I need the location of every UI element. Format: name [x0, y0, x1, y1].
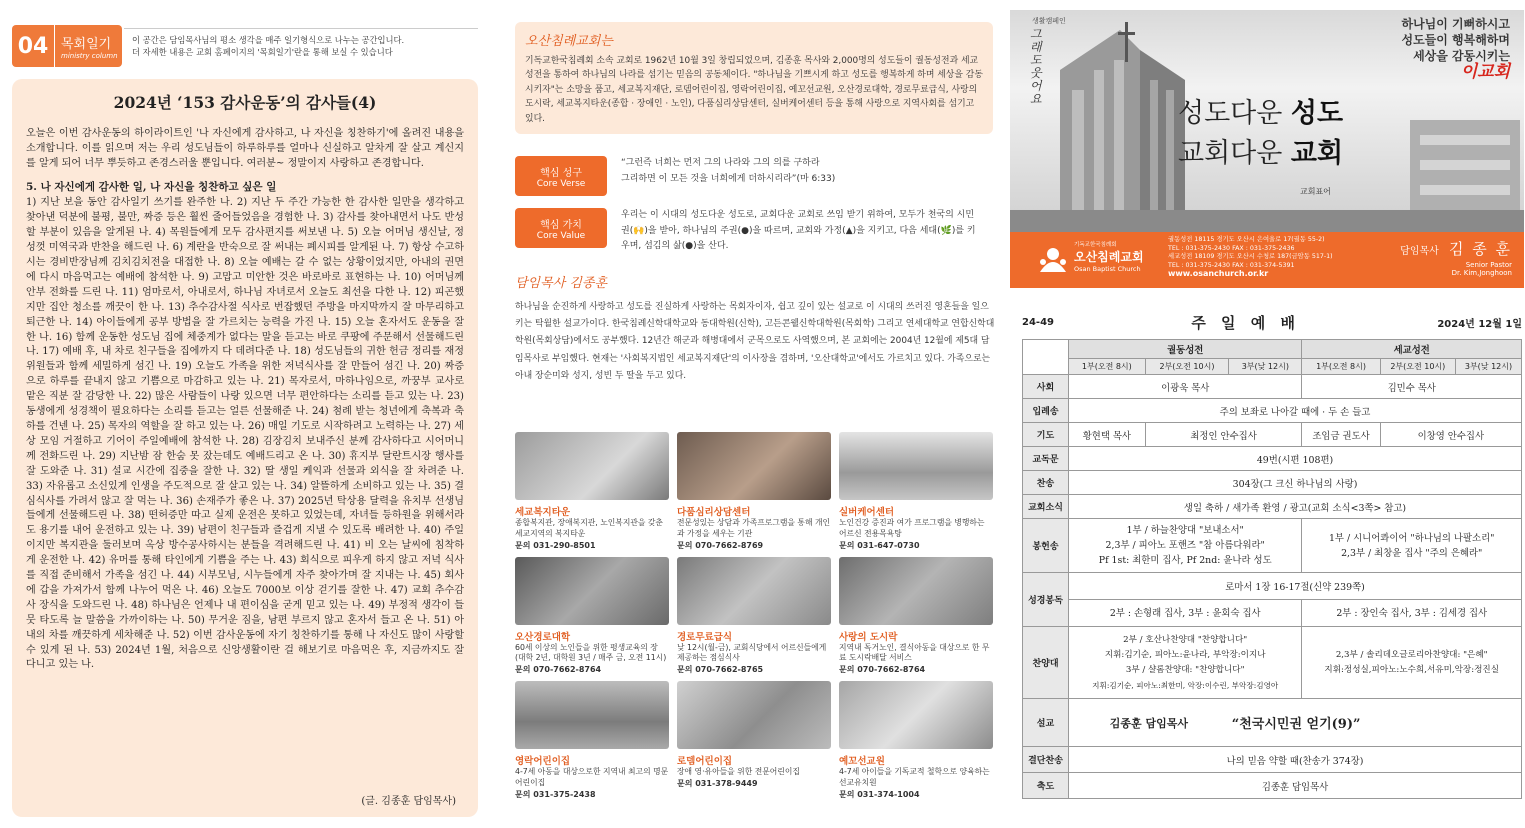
column-label-ko: 목회일기 [61, 36, 112, 52]
row-label: 찬송 [1023, 471, 1069, 495]
prayer-1: 황현택 목사 [1069, 423, 1146, 447]
session-label: 1부(오전 8시) [1302, 359, 1380, 375]
ministry-card [515, 432, 669, 551]
ministry-phone: 문의 031-375-2438 [515, 789, 596, 799]
column-label-en: ministry column [61, 51, 118, 60]
ministry-card [677, 432, 831, 551]
choir-1-line: 지휘:김기순, 피아노:윤나라, 부악장:이지나 [1104, 649, 1266, 660]
ministry-photo [515, 557, 669, 625]
cover-worship-page [1010, 0, 1525, 828]
core-verse-line1: “그런즉 너희는 먼저 그의 나라와 그의 의를 구하라 [621, 158, 820, 168]
church-name-block [1074, 240, 1144, 273]
row-label: 성경봉독 [1023, 573, 1069, 627]
worship-table [1022, 339, 1522, 799]
worship-date: 2024년 12월 1일 [1437, 319, 1522, 330]
article-intro: 오늘은 이번 감사운동의 하이라이트인 '나 자신에게 감사하고, 나 자신을 칭찬하기'에 올려진 내용을 소개합니다. 이를 읽으며 저는 우리 성도님들이 하루하루를 얼마나 신실하고 알차게 잘 살고 계신지를 알게 되어 너무 뿌듯하고 존경스러울 뿐입니다. 여러분~ 정말이지 사랑하고 존경합니다. [26, 128, 464, 169]
session-label: 3부(낮 12시) [1455, 359, 1521, 375]
ministry-title: 경로무료급식 [677, 631, 733, 643]
church-logo-icon [1036, 242, 1070, 276]
ministry-desc: 전문성있는 상담과 가족프로그램을 통해 개인과 가정을 세우는 기관 [677, 518, 831, 538]
church-name-ko: 오산침례교회 [1074, 250, 1144, 264]
pastor-profile [515, 272, 995, 385]
choir-1-line: 지휘:김기순, 피아노:최한미, 악장:이수린, 부악장:김영아 [1092, 680, 1279, 690]
tel-2: TEL : 031-375-2430 FAX : 031-374-5391 [1168, 261, 1295, 269]
ministry-phone: 문의 031-290-8501 [515, 540, 596, 550]
worship-title: 주 일 예 배 [1191, 314, 1300, 332]
ministry-phone: 문의 070-7662-8764 [839, 665, 926, 675]
column-desc-line1: 이 공간은 담임목사님의 평소 생각을 매주 일기형식으로 나누는 공간입니다. [132, 35, 405, 45]
ministry-card [515, 557, 669, 676]
pastor-heading: 담임목사 김종훈 [515, 276, 608, 291]
column-header [12, 25, 478, 67]
row-label: 설교 [1023, 699, 1069, 747]
ministry-title: 영락어린이집 [515, 756, 571, 768]
row-label: 입례송 [1023, 399, 1069, 423]
ministry-phone: 문의 031-378-9449 [677, 778, 758, 788]
reader-2: 2부 : 장인숙 집사, 3부 : 김세경 집사 [1302, 600, 1522, 627]
reader-1: 2부 : 손형래 집사, 3부 : 윤회숙 집사 [1069, 600, 1302, 627]
ministry-title: 로뎀어린이집 [677, 756, 733, 768]
ministry-desc: 60세 이상의 노인들을 위한 평생교육의 장 (대학 2년, 대학원 3년 / 매주 금, 오전 11시) [515, 642, 667, 663]
church-slogan [1401, 16, 1510, 80]
worship-header [1022, 312, 1522, 333]
choir-2-line: 2,3부 / 솔리데오글로리아찬양대: "은혜" [1335, 649, 1488, 660]
ministry-card [515, 681, 669, 800]
column-desc-line2: 더 자세한 내용은 교회 홈페이지의 '목회일기'란을 통해 보실 수 있습니다 [132, 47, 393, 57]
session-label: 3부(낮 12시) [1229, 359, 1302, 375]
address-1: 궐동성전 18115 경기도 오산시 은여울로 17(궐동 55-2) [1168, 236, 1325, 243]
article-signature: (글. 김종훈 담임목사) [361, 796, 456, 807]
choir-2-line: 지휘:정성실,피아노:노수희,서유미,악장:정진실 [1324, 664, 1500, 675]
session-label: 2부(오전 10시) [1145, 359, 1229, 375]
ministry-title: 오산경로대학 [515, 631, 571, 643]
ministry-phone: 문의 031-374-1004 [839, 789, 920, 799]
ministry-photo [677, 681, 831, 749]
campaign-word: 그래도 웃어요 [1030, 27, 1042, 106]
offering-2 [1302, 519, 1522, 573]
ministry-photo [839, 432, 993, 500]
core-verse-label-ko: 핵심 성구 [540, 167, 582, 179]
tel-1: TEL : 031-375-2430 FAX : 031-375-2436 [1168, 244, 1295, 252]
call-to-worship: 주의 보좌로 나아갈 때에 · 두 손 들고 [1069, 399, 1522, 423]
ministry-phone: 문의 070-7662-8765 [677, 665, 764, 675]
row-label: 축도 [1023, 773, 1069, 799]
page-number: 04 [12, 25, 54, 67]
offering-1-line: Pf 1st: 최한미 집사, Pf 2nd: 윤나라 성도 [1098, 555, 1272, 566]
motto-line1-b: 성도 [1290, 98, 1344, 129]
header-divider [124, 28, 478, 29]
prayer-4: 이창영 안수집사 [1380, 423, 1521, 447]
pastor-bio: 하나님을 순진하게 사랑하고 성도를 진실하게 사랑하는 목회자이자, 쉽고 깊이 있는 설교로 이 시대의 쓰러진 영혼들을 일으키는 탁월한 설교가이다. 한국침례신학대학교와 동대학원(신학), 고든콘웰신학대학원(목회학) 그리고 연세대학교 연합신학대학원(목회상담)에서도 공부했다. 12년간 해군과 해병대에서 군목으로도 사역했으며, 본 교회에는 2004년 12월에 제5대 담임목사로 부임했다. 현재는 '사회복지법인 세교복지재단'의 이사장을 겸하며, '오산대학교'에서도 가르치고 있다. 가족으로는 아내 장순미와 성지, 성빈 두 딸을 두고 있다. [515, 302, 995, 381]
ministries-grid [515, 432, 993, 800]
article-body: 1) 지난 보을 동안 감사일기 쓰기를 완주한 나. 2) 지난 두 주간 가능한 한 감사한 일만을 생각하고 찾아낸 덕분에 불평, 불만, 짜증 등은 훨씬 줄어들었음을 경험한 나. 3) 감사를 찾아내면서 나도 반성할 부분이 있음을 알게된 나. 4) 목원들에게 모두 감사편지를 써보낸 나. 5) 오늘 어머님 생신날, 정성껏 미역국과 반찬을 해드린 나. 6) 계란을 반숙으로 잘 써내는 폐시피를 알게된 나. 7) 항상 수고하시는 경비반장님께 김치김치전을 대접한 나. 8) 오늘 예배는 갈 수 없는 상황이었지만, 아내의 권면에 다시 마음먹고는 예배에 참석한 나. 9) 고맙고 미안한 것은 바로바로 표현하는 나. 10) 어머님께 안부 전화를 드린 나. 11) 엄마로서, 아내로서, 하나님 자녀로서 오늘도 최선을 다한 나. 12) 피곤했지만 집안 청소를 깨끗이 한 나. 13) 추수감사절 식사로 번잡했던 주방을 마지막까지 잘 마무리하고 퇴근한 나. 14) 아이들에게 공부 방법을 잘 가르치는 능력을 가진 나. 15) 오늘 혼자서도 운동을 잘한 나. 16) 함께 운동한 성도님 집에 체중계가 없다는 말을 듣고는 바로 쿠팡에 주문해서 선물해드린 나. 17) 예배 후, 내 차로 친구들을 집에까지 다 데려다준 나. 18) 성도님들의 귀한 헌금 정리를 재정위원들과 함께 세밀하게 섬긴 나. 19) 오늘도 가족을 위한 저녁식사를 잘 만들어 섬긴 나. 20) 짜증으로 하루를 끝내지 않고 기쁨으로 마감하고 있는 나. 21) 목자로서, 마하나임으로, 까꿍부 교사로 맡은 직분 잘 감당한 나. 22) 많은 사람들이 나랑 있으면 너무 편안하다는 소리를 듣고 있는 나. 23) 동생에게 성경책이 필요하다는 소리를 듣고는 얼른 선물해준 나. 24) 첨례 받는 청년에게 축복과 축하를 건넨 나. 25) 목자의 역할을 잘 하고 있는 나. 26) 매일 기도로 시작하려고 노력하는 나. 27) 세상 모임 거절하고 기어이 주일예배에 참석한 나. 28) 김장김치 보내주신 분께 감사하다고 시어머니께 전화드린 나. 29) 지난밤 잠 한숨 못 잤는데도 예배드리고 온 나. 30) 휴지부 달란트시장 행사를 잘 도와준 나. 31) 설교 시간에 집중을 잘한 나. 32) 딸 생일 케익과 선물과 외식을 잘 차려준 나. 33) 자유롭고 소신있게 인생을 주도적으로 잘 살고 있는 나. 34) 알뜰하게 소비하고 있는 나. 35) 결심식사를 가려서 않고 잘 먹는 나. 36) 손재주가 좋은 나. 37) 2025년 탁상용 달력을 유치부 선생님들에게 선물해드린 나. 38) 떤허증만 따고 실제 운전은 못하고 있었는데, 자녀들 등하원을 위해서라도 용기를 내어 운전하고 있는 나. 39) 남편이 친구들과 즐겁게 지낼 수 있도록 배려한 나. 40) 주일이지만 복지관을 둘러보며 옥상 방수공사하시는 분들을 격려해드린 나. 41) 비 오는 날씨에 침착하게 운전한 나. 42) 유머를 통해 타인에게 기쁨을 주는 나. 43) 회식으로 피우게 하지 않고 저녁 식사를 직접 준비해서 가족을 섬긴 나. 44) 시부모님, 시누들에게 자주 찾아가며 잘 지내는 나. 45) 회사에 갑을 가져가서 함께 나누어 먹은 나. 46) 오늘도 7000보 이상 걷기를 잘한 나. 47) 교회 추수감사 장식을 도와드린 나. 48) 하나님은 언제나 내 편이심을 굳게 믿고 있는 나. 49) 부정적 생각이 들 뭇 타도록 늘 말씀을 가까이하는 나. 50) 무거운 짐을, 남편 부르지 않고 혼자서 들고 온 나. 51) 아내의 차를 깨끗하게 세차해준 나. 52) 이번 감사운동에 자기 칭찬하기를 통해 나 자신도 많이 사랑할 수 있게 된 나. 53) 2024년 1월, 처음으로 신앙생활이란 걸 해보기로 마음먹은 후, 지금까지도 잘 다니고 있는 나. [26, 197, 464, 671]
core-verse-label-en: Core Verse [536, 178, 586, 189]
core-value-text: 우리는 이 시대의 성도다운 성도로, 교회다운 교회로 쓰임 받기 위하여, 모두가 천국의 시민권(🙌)을 받아, 하나님의 주권(●)을 따르며, 교회와 가정(▲)을 지키고, 다음 세대(🌿)를 키우며, 섬김의 삶(●)을 산다. [621, 210, 976, 252]
session-label: 2부(오전 10시) [1380, 359, 1455, 375]
motto-line2-b: 교회 [1290, 138, 1344, 169]
offering-1-line: 1부 / 하늘찬양대 "보내소서" [1126, 525, 1244, 536]
session-label: 1부(오전 8시) [1069, 359, 1146, 375]
ministry-column-page [0, 0, 480, 828]
choir-1-line: 3부 / 샬롬찬양대: "찬양합니다" [1125, 664, 1245, 675]
ministry-card [839, 681, 993, 800]
ministry-photo [839, 681, 993, 749]
row-label: 찬양대 [1023, 627, 1069, 699]
address-2: 세교성전 18109 경기도 오산시 수청로 187(금암동 517-1) [1168, 253, 1333, 261]
choir-1 [1069, 627, 1302, 699]
ministry-phone: 문의 070-7662-8764 [515, 665, 602, 675]
host-2: 김민수 목사 [1302, 375, 1522, 399]
slogan-line2: 성도들이 행복해하며 [1401, 33, 1510, 47]
core-verse-line2: 그리하면 이 모든 것을 너희에게 더하시리라”(마 6:33) [621, 173, 836, 184]
pastor-block [1400, 238, 1512, 277]
corner-cell [1023, 340, 1069, 375]
row-label: 교회소식 [1023, 495, 1069, 519]
motto-line2-a: 교회다운 [1178, 138, 1291, 169]
church-intro-text: 기독교한국침례회 소속 교회로 1962년 10월 3일 창립되었으며, 김종훈 목사와 2,000명의 성도들이 궐동성전과 세교성전을 통하여 하나님의 나라를 섬기는 믿음의 공동체이다. "하나님을 기쁘시게 하고 성도를 행복하게 하며 세상을 감동시키자"는 소망을 품고, 세교복지재단, 로뎀어린이집, 영락어린이집, 예꼬선교원, 오산경로대학, 경로무료급식, 사랑의도시락, 세교복지타운(종합 · 장애인 · 노인), 다품심리상담센터, 실버케어센터 등을 통해 사랑으로 지역사회를 섬기고 있다. [525, 56, 983, 124]
worship-order [1022, 312, 1522, 799]
ministry-card [839, 432, 993, 551]
ministry-desc: 노인건강 증진과 여가 프로그램을 병행하는 어르신 전용목욕탕 [839, 518, 985, 538]
ministry-photo [515, 432, 669, 500]
article-subtitle: 5. 나 자신에게 감사한 일, 나 자신을 칭찬하고 싶은 일 [26, 181, 277, 194]
church-intro-heading: 오산침례교회는 [525, 34, 613, 49]
ministry-phone: 문의 031-647-0730 [839, 540, 920, 550]
pastor-en-title: Senior Pastor [1465, 261, 1512, 269]
church-affiliation: 기독교한국침례회 [1074, 242, 1117, 248]
cover-banner [1010, 10, 1524, 232]
ministry-card [839, 557, 993, 676]
ministry-desc: 장애 영·유아들을 위한 전문어린이집 [677, 767, 800, 777]
ministry-desc: 지역내 독거노인, 결식아동을 대상으로 한 무료 도시락배달 서비스 [839, 642, 990, 663]
ministry-desc: 4-7세 아이들을 기독교적 철학으로 양육하는 선교유치원 [839, 767, 990, 787]
slogan-line1: 하나님이 기뻐하시고 [1401, 17, 1510, 31]
ministry-desc: 낮 12시(월-금), 교회식당에서 어르신들에게 제공하는 점심식사 [677, 642, 827, 663]
column-label-box [54, 25, 122, 67]
core-value-label-ko: 핵심 가치 [540, 219, 582, 231]
ministry-title: 다품심리상담센터 [677, 507, 751, 518]
hymn: 304장(그 크신 하나님의 사랑) [1069, 471, 1522, 495]
ministry-desc: 종합복지관, 장애복지관, 노인복지관을 갖춘 세교지역의 복지타운 [515, 518, 663, 538]
pastor-en-name: Dr. Kim,Jonghoon [1451, 269, 1512, 277]
row-label: 사회 [1023, 375, 1069, 399]
row-label: 교독문 [1023, 447, 1069, 471]
ministry-title: 사랑의 도시락 [839, 631, 898, 643]
slogan-line3: 세상을 감동시키는 [1413, 49, 1510, 63]
offering-2-line: 1부 / 시니어콰이어 "하나님의 나팔소리" [1328, 532, 1495, 544]
sermon-title: “천국시민권 얻기(9)” [1229, 699, 1522, 747]
closing-hymn: 나의 믿음 약할 때(찬송가 374장) [1069, 747, 1522, 773]
core-verse-badge [515, 156, 607, 196]
church-name-en: Osan Baptist Church [1074, 265, 1141, 273]
core-verse-row [515, 156, 995, 196]
ministry-title: 실버케어센터 [839, 507, 895, 518]
row-label: 결단찬송 [1023, 747, 1069, 773]
preacher: 김종훈 담임목사 [1069, 699, 1229, 747]
church-intro-page [505, 0, 1003, 828]
church-info-bar [1010, 232, 1524, 288]
prayer-2: 최정인 안수집사 [1145, 423, 1302, 447]
ministry-title: 예꼬선교원 [839, 756, 885, 768]
choir-1-line: 2부 / 호산나찬양대 "찬양합니다" [1123, 634, 1248, 645]
benediction: 김종훈 담임목사 [1069, 773, 1522, 799]
slogan-church: 이교회 [1460, 62, 1510, 82]
church-motto [1178, 94, 1343, 174]
ministry-title: 세교복지타운 [515, 507, 571, 518]
ministry-card [677, 681, 831, 800]
campaign-label: 생활캠페인 [1032, 17, 1066, 25]
ministry-card [677, 557, 831, 676]
pastor-name: 김 종 훈 [1448, 240, 1512, 258]
issue-number: 24-49 [1022, 317, 1054, 328]
ministry-photo [677, 432, 831, 500]
offering-1 [1069, 519, 1302, 573]
church-addresses [1168, 236, 1333, 279]
choir-2 [1302, 627, 1522, 699]
ministry-photo [515, 681, 669, 749]
responsive-reading: 49번(시편 108편) [1069, 447, 1522, 471]
campus-1: 궐동성전 [1069, 340, 1302, 359]
core-value-label-en: Core Value [536, 230, 586, 241]
row-label: 봉헌송 [1023, 519, 1069, 573]
motto-caption: 교회표어 [1300, 187, 1331, 196]
pastor-label: 담임목사 [1400, 246, 1439, 257]
ministry-phone: 문의 070-7662-8769 [677, 540, 764, 550]
host-1: 이광욱 목사 [1069, 375, 1302, 399]
core-verse-text [621, 156, 835, 187]
scripture: 로마서 1장 16-17절(신약 239쪽) [1069, 573, 1522, 600]
ministry-photo [839, 557, 993, 625]
campus-2: 세교성전 [1302, 340, 1522, 359]
column-description [132, 34, 404, 58]
church-website[interactable]: www.osanchurch.or.kr [1168, 269, 1269, 279]
core-value-row [515, 208, 995, 255]
church-news: 생일 축하 / 새가족 환영 / 광고(교회 소식<3쪽> 참고) [1069, 495, 1522, 519]
ministry-desc: 4-7세 아동을 대상으로한 지역내 최고의 명문 어린이집 [515, 767, 669, 787]
motto-line1-a: 성도다운 [1178, 98, 1291, 129]
ministry-photo [677, 557, 831, 625]
column-article [12, 79, 478, 817]
row-label: 기도 [1023, 423, 1069, 447]
core-value-badge [515, 208, 607, 248]
offering-1-line: 2,3부 / 피아노 포핸즈 "참 아름다워라" [1105, 540, 1265, 551]
church-intro-box [515, 22, 993, 134]
prayer-3: 조임금 권도사 [1302, 423, 1380, 447]
offering-2-line: 2,3부 / 최창윤 집사 "주의 은혜라" [1341, 547, 1483, 559]
article-title: 2024년 ‘153 감사운동’의 감사들(4) [113, 93, 377, 112]
